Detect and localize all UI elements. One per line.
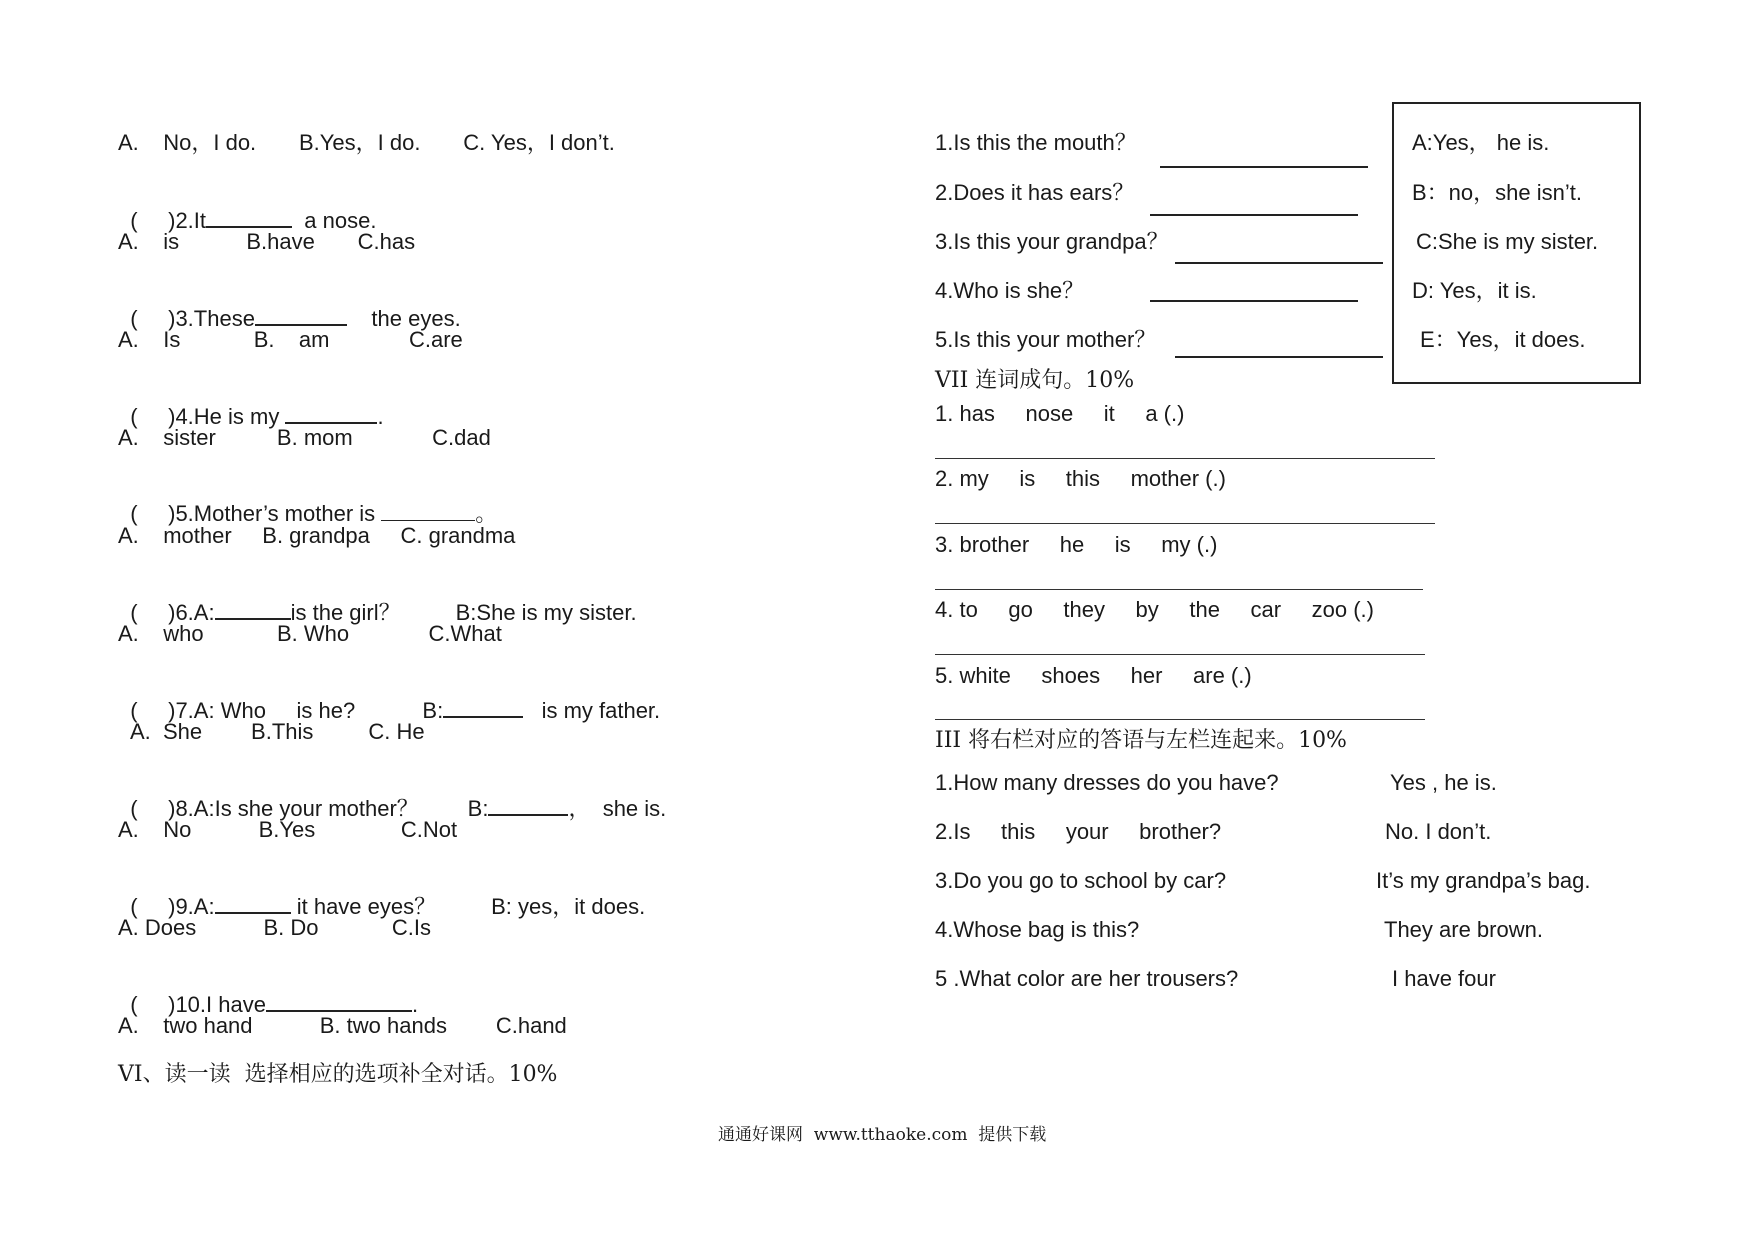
- question-4-tail: .: [377, 404, 384, 429]
- match-answer: I have four: [1392, 966, 1496, 991]
- question-2-stem: ( )2.It: [130, 208, 207, 233]
- answer-line[interactable]: [1175, 262, 1383, 264]
- answer-blank[interactable]: [206, 206, 292, 228]
- match-question: 3.Do you go to school by car?: [935, 868, 1227, 893]
- dialog-question: 4.Who is she？: [935, 278, 1085, 303]
- question-10-tail: .: [411, 992, 419, 1017]
- question-3-stem: ( )3.These: [130, 306, 255, 331]
- question-10: [118, 964, 418, 1018]
- section-7-heading: VII 连词成句。10%: [935, 368, 1135, 393]
- question-5: [118, 474, 497, 527]
- answer-line[interactable]: [935, 523, 1435, 524]
- answer-blank[interactable]: [381, 500, 475, 521]
- answer-choice: D: Yes，it is.: [1412, 278, 1537, 303]
- question-7-stem: ( )7.A: Who is he? B:: [130, 698, 444, 723]
- answer-blank[interactable]: [255, 304, 347, 326]
- match-question: 5 .What color are her trousers?: [935, 966, 1239, 991]
- answer-line[interactable]: [935, 654, 1425, 655]
- dialog-question: 5.Is this your mother？: [935, 327, 1157, 352]
- match-answer: Yes , he is.: [1390, 770, 1497, 795]
- question-3: [118, 278, 461, 332]
- question-6-stem: ( )6.A:: [130, 600, 215, 625]
- question-5-tail: 。: [475, 501, 498, 526]
- answer-line[interactable]: [1160, 166, 1368, 168]
- question-6-tail: is the girl？ B:She is my sister.: [290, 600, 637, 625]
- section-3-heading: III 将右栏对应的答语与左栏连起来。10%: [935, 728, 1347, 753]
- answer-line[interactable]: [935, 458, 1435, 459]
- match-answer: No. I don’t.: [1385, 819, 1492, 844]
- match-question: 2.Is this your brother?: [935, 819, 1222, 844]
- dialog-question: 1.Is this the mouth？: [935, 130, 1137, 155]
- question-7: [118, 670, 660, 724]
- answer-line[interactable]: [935, 719, 1425, 720]
- answer-blank[interactable]: [215, 892, 291, 914]
- match-question: 1.How many dresses do you have?: [935, 770, 1279, 795]
- answer-choice: A:Yes， he is.: [1412, 130, 1550, 155]
- question-5-stem: ( )5.Mother’s mother is: [130, 501, 376, 526]
- q5-options: A. mother B. grandpa C. grandma: [118, 523, 516, 548]
- dialog-question: 3.Is this your grandpa？: [935, 229, 1169, 254]
- question-4-stem: ( )4.He is my: [130, 404, 280, 429]
- question-8-tail: ， she is.: [568, 796, 667, 821]
- question-4: [118, 376, 384, 430]
- match-answer: They are brown.: [1384, 917, 1543, 942]
- question-7-tail: is my father.: [541, 698, 661, 723]
- q4-options: A. sister B. mom C.dad: [118, 425, 491, 450]
- question-9-stem: ( )9.A:: [130, 894, 215, 919]
- q1-options: A. No，I do. B.Yes，I do. C. Yes，I don’t.: [118, 130, 615, 155]
- footer-credit: 通通好课网 www.tthaoke.com 提供下载: [718, 1125, 1047, 1145]
- question-6: [118, 572, 637, 626]
- answer-choice: E：Yes，it does.: [1420, 327, 1586, 352]
- answer-line[interactable]: [1150, 214, 1358, 216]
- question-3-tail: the eyes.: [371, 306, 461, 331]
- q6-options: A. who B. Who C.What: [118, 621, 502, 646]
- answer-blank[interactable]: [215, 598, 291, 620]
- question-8-stem: ( )8.A:Is she your mother？ B:: [130, 796, 489, 821]
- answer-blank[interactable]: [266, 990, 412, 1012]
- word-scramble: 5. white shoes her are (.): [935, 663, 1252, 688]
- q2-options: A. is B.have C.has: [118, 229, 416, 254]
- q7-options: A. She B.This C. He: [130, 719, 425, 744]
- word-scramble: 3. brother he is my (.): [935, 532, 1218, 557]
- answer-choice: B：no，she isn’t.: [1412, 180, 1582, 205]
- word-scramble: 1. has nose it a (.): [935, 401, 1185, 426]
- match-answer: It’s my grandpa’s bag.: [1376, 868, 1591, 893]
- word-scramble: 2. my is this mother (.): [935, 466, 1226, 491]
- match-question: 4.Whose bag is this?: [935, 917, 1140, 942]
- answer-blank[interactable]: [285, 402, 377, 424]
- answer-choice: C:She is my sister.: [1416, 229, 1599, 254]
- section-6-heading: VI、读一读 选择相应的选项补全对话。10%: [118, 1062, 558, 1087]
- answer-line[interactable]: [1150, 300, 1358, 302]
- question-2-tail: a nose.: [304, 208, 377, 233]
- q9-options: A. Does B. Do C.Is: [118, 915, 431, 940]
- dialog-question: 2.Does it has ears？: [935, 180, 1135, 205]
- question-8: [118, 768, 666, 822]
- q3-options: A. Is B. am C.are: [118, 327, 463, 352]
- answer-line[interactable]: [1175, 356, 1383, 358]
- q10-options: A. two hand B. two hands C.hand: [118, 1013, 567, 1038]
- answer-blank[interactable]: [488, 794, 568, 816]
- question-2: [118, 180, 376, 234]
- question-9-tail: it have eyes？ B: yes，it does.: [296, 894, 646, 919]
- question-9: [118, 866, 645, 920]
- answer-line[interactable]: [935, 589, 1423, 590]
- q8-options: A. No B.Yes C.Not: [118, 817, 458, 842]
- word-scramble: 4. to go they by the car zoo (.): [935, 597, 1374, 622]
- answer-blank[interactable]: [443, 696, 523, 718]
- question-10-stem: ( )10.I have: [130, 992, 266, 1017]
